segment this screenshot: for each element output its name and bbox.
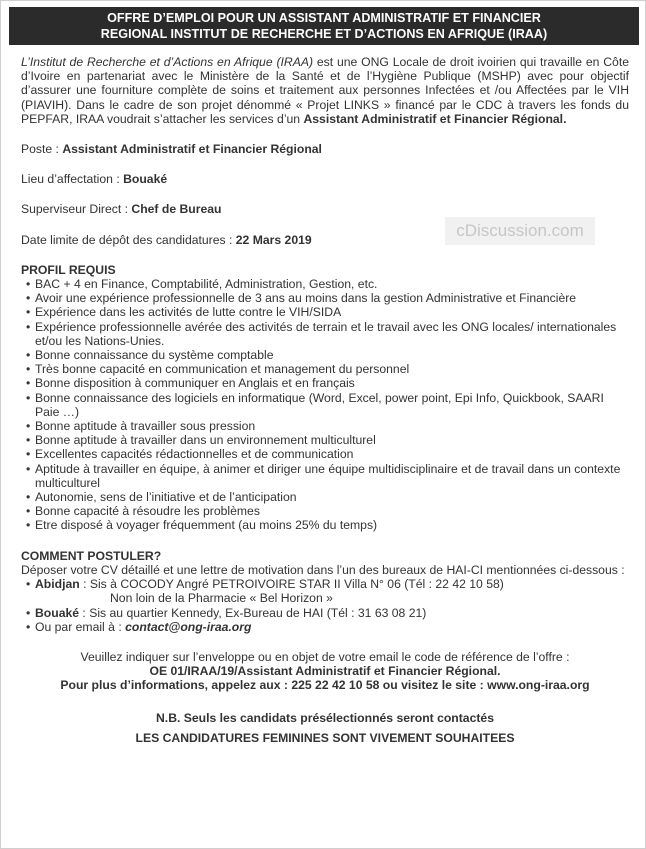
bouake-text: : Sis au quartier Kennedy, Ex-Bureau de HAI (Tél : 31 63 08 21): [79, 605, 427, 620]
postuler-title: COMMENT POSTULER?: [21, 548, 162, 563]
nb-note: N.B. Seuls les candidats présélectionnés seront contactés: [156, 710, 494, 725]
list-item: • Expérience professionnelle avérée des activités de terrain et le travail avec les ONG locales/ internationales et/ou les Nations-Unies.: [21, 320, 629, 348]
profil-list: [21, 277, 629, 533]
email-line: [21, 620, 629, 634]
list-item: • Autonomie, sens de l’initiative et de l’anticipation: [21, 490, 629, 504]
list-item: • Bonne disposition à communiquer en Anglais et en français: [21, 376, 629, 390]
email-link[interactable]: contact@ong-iraa.org: [125, 619, 252, 634]
list-item: • Avoir une expérience professionnelle de 3 ans au moins dans la gestion Administrative et Financière: [21, 291, 629, 305]
list-item: • Excellentes capacités rédactionnelles et de communication: [21, 447, 629, 461]
feminine-note: LES CANDIDATURES FEMININES SONT VIVEMENT SOUHAITEES: [135, 730, 515, 745]
list-item: • Etre disposé à voyager fréquemment (au moins 25% du temps): [21, 518, 629, 532]
reference-block: [21, 650, 629, 693]
lieu-field: [21, 172, 629, 186]
lieu-label: Lieu d’affectation :: [21, 172, 124, 187]
superviseur-label: Superviseur Direct :: [21, 202, 132, 217]
watermark: cDiscussion.com: [445, 217, 595, 245]
bouake-label: Bouaké: [35, 605, 80, 620]
date-field: [21, 233, 629, 247]
abidjan-label: Abidjan: [35, 577, 80, 592]
email-label: Ou par email à :: [35, 619, 126, 634]
lieu-value: Bouaké: [123, 172, 168, 187]
notes-block: [21, 711, 629, 745]
reference-note: Veuillez indiquer sur l’enveloppe ou en objet de votre email le code de référence de l’offre :: [80, 649, 570, 664]
address-list: [21, 577, 629, 634]
superviseur-value: Chef de Bureau: [131, 202, 222, 217]
reference-code: OE 01/IRAA/19/Assistant Administratif et Financier Régional.: [149, 664, 501, 679]
intro-text: est une ONG Locale de droit ivoirien qui travaille en Côte d’Ivoire en partenariat avec le Ministère de la Santé et de l’Hygiène Publique (MSHP) avec pour objectif d’assurer une fourniture complète de soins et traitement aux personnes Infectées et /ou Affectées par le VIH (PIAVIH). Dans le cadre de son projet dénommé « Projet LINKS » financé par le CDC à travers les fonds du PEPFAR, IRAA voudrait s’attacher les services d’un: [21, 55, 629, 126]
postuler-text: Déposer votre CV détaillé et une lettre de motivation dans l’un des bureaux de HAI-CI mentionnées ci-dessous :: [21, 562, 625, 577]
date-label: Date limite de dépôt des candidatures :: [21, 232, 236, 247]
list-item: • Très bonne capacité en communication et management du personnel: [21, 362, 629, 376]
abidjan-address: [21, 577, 629, 605]
list-item: • Bonne aptitude à travailler dans un environnement multiculturel: [21, 433, 629, 447]
intro-position: Assistant Administratif et Financier Régional.: [303, 111, 567, 126]
info-line: Pour plus d’informations, appelez aux : 225 22 42 10 58 ou visitez le site : www.ong-iraa.org: [60, 678, 590, 693]
abidjan-text-2: Non loin de la Pharmacie « Bel Horizon »: [110, 591, 333, 606]
header-line-2: REGIONAL INSTITUT DE RECHERCHE ET D’ACTIONS EN AFRIQUE (IRAA): [100, 27, 548, 41]
header-line-1: OFFRE D’EMPLOI POUR UN ASSISTANT ADMINISTRATIF ET FINANCIER: [107, 11, 541, 25]
profil-title: PROFIL REQUIS: [21, 262, 116, 277]
org-name: L’Institut de Recherche et d’Actions en Afrique (IRAA): [21, 55, 314, 69]
list-item: • Expérience dans les activités de lutte contre le VIH/SIDA: [21, 305, 629, 319]
abidjan-text: : Sis à COCODY Angré PETROIVOIRE STAR II Villa N° 06 (Tél : 22 42 10 58): [79, 577, 504, 592]
bouake-address: [21, 606, 629, 620]
offer-header: [9, 7, 639, 45]
poste-value: Assistant Administratif et Financier Régional: [62, 142, 322, 157]
list-item: • Bonne aptitude à travailler sous pression: [21, 419, 629, 433]
list-item: • Aptitude à travailler en équipe, à animer et diriger une équipe multidisciplinaire et de travail dans un contexte multiculturel: [21, 462, 629, 490]
offer-content: [21, 55, 629, 745]
list-item: • Bonne capacité à résoudre les problèmes: [21, 504, 629, 518]
poste-label: Poste :: [21, 142, 63, 157]
date-value: 22 Mars 2019: [235, 232, 312, 247]
list-item: • Bonne connaissance du système comptable: [21, 348, 629, 362]
list-item: • Bonne connaissance des logiciels en informatique (Word, Excel, power point, Epi Info, Quickbook, SAARI Paie …): [21, 391, 629, 419]
poste-field: [21, 142, 629, 156]
superviseur-field: [21, 202, 629, 216]
list-item: • BAC + 4 en Finance, Comptabilité, Administration, Gestion, etc.: [21, 277, 629, 291]
intro-paragraph: [21, 55, 629, 126]
